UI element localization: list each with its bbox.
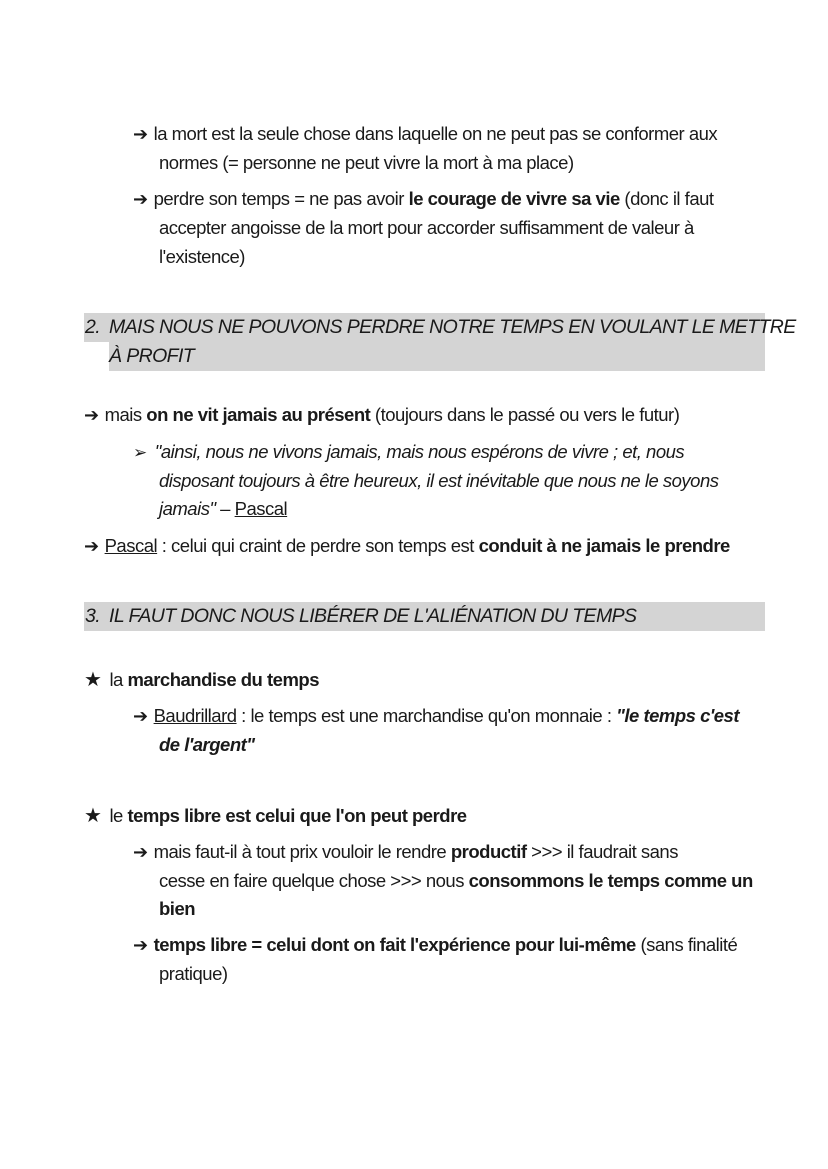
arrow-icon: ➔ (133, 124, 148, 145)
text-line: accepter angoisse de la mort pour accorder suffisamment de valeur à (159, 217, 694, 238)
star-icon: ★ (84, 803, 102, 827)
arrow-icon: ➔ (133, 706, 148, 727)
arrow-icon: ➔ (84, 536, 99, 557)
bullet-arrow-item: ➔ mais on ne vit jamais au présent (toujours dans le passé ou vers le futur) (84, 404, 680, 426)
section-heading: IL FAUT DONC NOUS LIBÉRER DE L'ALIÉNATION DU TEMPS (109, 605, 637, 627)
triangle-bullet-icon: ➢ (133, 443, 147, 463)
quote-line: jamais" – Pascal (159, 498, 288, 519)
bullet-arrow-item: ➔ la mort est la seule chose dans laquelle on ne peut pas se conformer aux (133, 123, 718, 145)
bullet-arrow-item: ➔ mais faut-il à tout prix vouloir le rendre productif >>> il faudrait sans (133, 841, 678, 863)
bullet-arrow-item: ➔ Pascal : celui qui craint de perdre son temps est conduit à ne jamais le prendre (84, 535, 730, 557)
author-name: Baudrillard (153, 705, 237, 726)
quote-item: ➢ "ainsi, nous ne vivons jamais, mais nous espérons de vivre ; et, nous (133, 441, 685, 463)
author-name: Pascal (234, 498, 288, 519)
section-heading: MAIS NOUS NE POUVONS PERDRE NOTRE TEMPS EN VOULANT LE METTRE (109, 316, 796, 338)
text-line: l'existence) (159, 246, 245, 267)
text-line: normes (= personne ne peut vivre la mort à ma place) (159, 152, 574, 173)
bullet-arrow-item: ➔ Baudrillard : le temps est une marchandise qu'on monnaie : "le temps c'est (133, 705, 740, 727)
quote-line: de l'argent" (159, 734, 255, 755)
text-line: cesse en faire quelque chose >>> nous consommons le temps comme un (159, 870, 753, 891)
bullet-arrow-item: ➔ temps libre = celui dont on fait l'expérience pour lui-même (sans finalité (133, 934, 738, 956)
bullet-arrow-item: ➔ perdre son temps = ne pas avoir le courage de vivre sa vie (donc il faut (133, 188, 714, 210)
arrow-icon: ➔ (133, 935, 148, 956)
heading-highlight (109, 342, 765, 371)
author-name: Pascal (104, 535, 158, 556)
star-item: ★ la marchandise du temps (84, 667, 319, 691)
section-heading-continued: À PROFIT (109, 345, 195, 367)
arrow-icon: ➔ (84, 405, 99, 426)
arrow-icon: ➔ (133, 189, 148, 210)
arrow-icon: ➔ (133, 842, 148, 863)
text-line: pratique) (159, 963, 228, 984)
quote-line: disposant toujours à être heureux, il est inévitable que nous ne le soyons (159, 470, 719, 491)
heading-number: 2. (85, 316, 101, 338)
star-item: ★ le temps libre est celui que l'on peut perdre (84, 803, 467, 827)
heading-number: 3. (85, 605, 101, 627)
star-icon: ★ (84, 667, 102, 691)
text-line: bien (159, 898, 196, 919)
